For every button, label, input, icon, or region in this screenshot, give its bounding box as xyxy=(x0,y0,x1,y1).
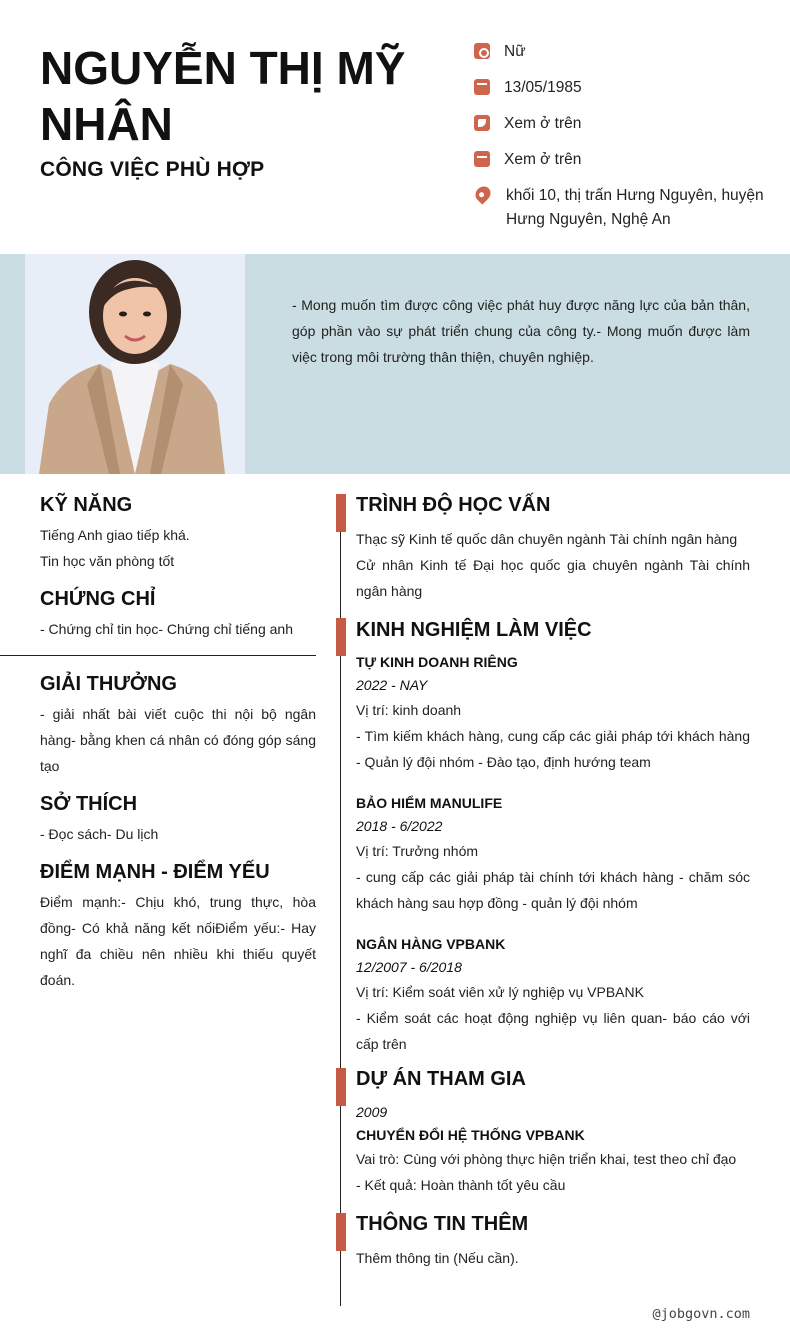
section-title: ĐIỂM MẠNH - ĐIỂM YẾU xyxy=(40,861,270,883)
contact-email xyxy=(474,148,774,172)
address-value: khối 10, thị trấn Hưng Nguyên, huyện Hưng Nguyên, Nghệ An xyxy=(506,187,764,228)
portrait-photo xyxy=(25,254,245,474)
gender-icon xyxy=(474,43,490,59)
additional-section xyxy=(356,1211,750,1271)
skill-item: Tin học văn phòng tốt xyxy=(40,553,175,569)
contact-list xyxy=(474,40,774,244)
email-value: Xem ở trên xyxy=(504,151,582,168)
job-entry xyxy=(356,792,750,916)
additional-text: Thêm thông tin (Nếu cần). xyxy=(356,1250,519,1266)
phone-icon xyxy=(474,115,490,131)
certificates-text: - Chứng chỉ tin học- Chứng chỉ tiếng anh xyxy=(40,621,293,637)
contact-gender xyxy=(474,40,774,64)
avatar xyxy=(25,254,245,474)
section-divider xyxy=(0,655,316,656)
mail-icon xyxy=(474,151,490,167)
location-pin-icon xyxy=(472,183,493,204)
contact-birthday xyxy=(474,76,774,100)
timeline-line xyxy=(340,494,341,1306)
job-position: Vị trí: Trưởng nhóm xyxy=(356,843,479,859)
calendar-icon xyxy=(474,79,490,95)
career-objective: - Mong muốn tìm được công việc phát huy được năng lực của bản thân, góp phần vào sự phát triển chung của công ty.- Mong muốn được làm việc trong môi trường thân thiện, chuyên nghiệp. xyxy=(292,297,750,365)
left-column xyxy=(40,492,316,993)
job-position: Vị trí: kinh doanh xyxy=(356,702,462,718)
section-title: KINH NGHIỆM LÀM VIỆC xyxy=(356,619,592,641)
job-period: 12/2007 - 6/2018 xyxy=(356,959,462,975)
footer-watermark: @jobgovn.com xyxy=(652,1306,750,1322)
job-period: 2018 - 6/2022 xyxy=(356,818,443,834)
gender-value: Nữ xyxy=(504,43,526,60)
job-description: - Kiểm soát các hoạt động nghiệp vụ liên quan- báo cáo với cấp trên xyxy=(356,1010,750,1052)
candidate-name: NGUYỄN THỊ MỸ NHÂN xyxy=(40,42,406,150)
job-company: TỰ KINH DOANH RIÊNG xyxy=(356,654,518,670)
job-title: CÔNG VIỆC PHÙ HỢP xyxy=(40,158,265,181)
project-year: 2009 xyxy=(356,1104,388,1120)
job-entry xyxy=(356,651,750,775)
hobbies-text: - Đọc sách- Du lịch xyxy=(40,826,159,842)
strengths-text: Điểm mạnh:- Chịu khó, trung thực, hòa đồng- Có khả năng kết nốiĐiểm yếu:- Hay nghĩ đa chiều nên nhiều khi thiếu quyết đoán. xyxy=(40,894,316,988)
job-description: - cung cấp các giải pháp tài chính tới khách hàng - chăm sóc khách hàng sau hợp đồng - quản lý đội nhóm xyxy=(356,869,750,911)
skill-item: Tiếng Anh giao tiếp khá. xyxy=(40,527,190,543)
experience-section xyxy=(356,617,750,1057)
skills-section xyxy=(40,492,316,574)
birthday-value: 13/05/1985 xyxy=(504,79,582,96)
contact-phone xyxy=(474,112,774,136)
section-title: GIẢI THƯỞNG xyxy=(40,673,177,695)
strengths-section xyxy=(40,859,316,993)
timeline-marker xyxy=(336,1213,346,1251)
projects-section xyxy=(356,1066,750,1198)
phone-value: Xem ở trên xyxy=(504,115,582,132)
project-result: - Kết quả: Hoàn thành tốt yêu cầu xyxy=(356,1177,566,1193)
timeline-marker xyxy=(336,618,346,656)
education-item: Thạc sỹ Kinh tế quốc dân chuyên ngành Tài chính ngân hàng xyxy=(356,531,738,547)
section-title: TRÌNH ĐỘ HỌC VẤN xyxy=(356,494,551,516)
section-title: KỸ NĂNG xyxy=(40,494,133,516)
section-title: THÔNG TIN THÊM xyxy=(356,1213,529,1235)
section-title: CHỨNG CHỈ xyxy=(40,588,156,610)
awards-section xyxy=(40,671,316,779)
education-section xyxy=(356,492,750,604)
timeline-marker xyxy=(336,494,346,532)
section-title: SỞ THÍCH xyxy=(40,793,138,815)
certificates-section xyxy=(40,586,316,642)
timeline-marker xyxy=(336,1068,346,1106)
header xyxy=(0,0,790,254)
hobbies-section xyxy=(40,791,316,847)
job-description: - Tìm kiếm khách hàng, cung cấp các giải pháp tới khách hàng - Quản lý đội nhóm - Đào tạo, định hướng team xyxy=(356,728,750,770)
job-company: NGÂN HÀNG VPBANK xyxy=(356,936,506,952)
job-entry xyxy=(356,933,750,1057)
job-period: 2022 - NAY xyxy=(356,677,428,693)
awards-text: - giải nhất bài viết cuộc thi nội bộ ngân hàng- bằng khen cá nhân có đóng góp sáng tạo xyxy=(40,706,316,774)
education-item: Cử nhân Kinh tế Đại học quốc gia chuyên ngành Tài chính ngân hàng xyxy=(356,557,750,599)
contact-address xyxy=(474,184,774,232)
job-company: BẢO HIỂM MANULIFE xyxy=(356,795,503,811)
section-title: DỰ ÁN THAM GIA xyxy=(356,1068,526,1090)
project-name: CHUYỂN ĐỔI HỆ THỐNG VPBANK xyxy=(356,1127,585,1143)
project-role: Vai trò: Cùng với phòng thực hiện triển khai, test theo chỉ đạo xyxy=(356,1151,737,1167)
job-position: Vị trí: Kiểm soát viên xử lý nghiệp vụ VPBANK xyxy=(356,984,644,1000)
